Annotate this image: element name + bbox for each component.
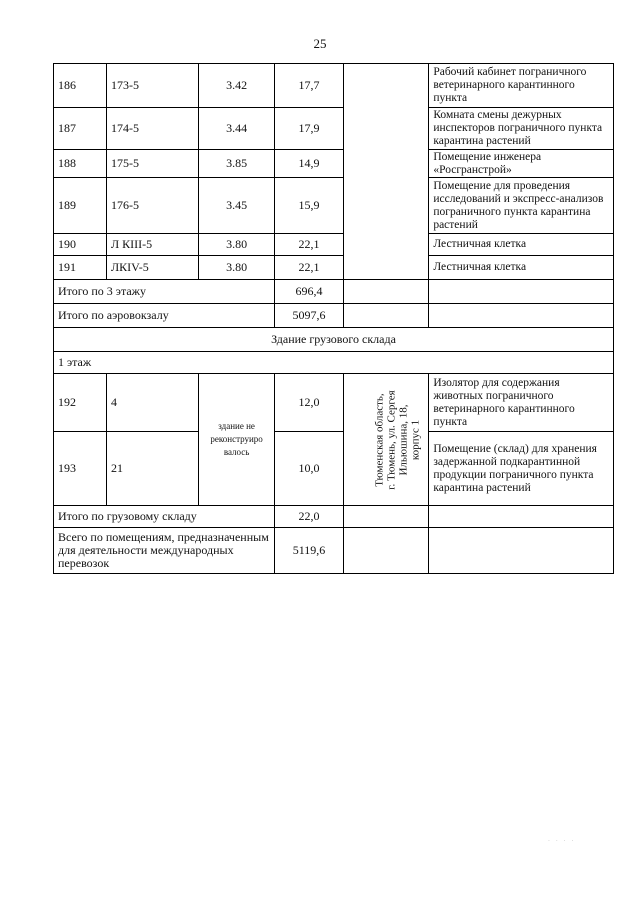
grand-total-value: 5119,6 [275, 528, 343, 574]
room-area: 15,9 [275, 178, 343, 234]
total-value: 5097,6 [275, 304, 343, 328]
room-area: 17,9 [275, 108, 343, 150]
table-row [54, 234, 614, 256]
total-value: 22,0 [275, 506, 343, 528]
room-purpose: Комната смены дежурных инспекторов пограничного пункта карантина растений [429, 108, 614, 150]
total-value: 696,4 [275, 280, 343, 304]
room-number: 193 [54, 432, 107, 506]
room-number: 192 [54, 374, 107, 432]
room-purpose: Помещение (склад) для хранения задержанной подкарантинной продукции пограничного пункта карантина растений [429, 432, 614, 506]
room-number: 189 [54, 178, 107, 234]
total-label: Итого по 3 этажу [54, 280, 275, 304]
room-code: ЛКIV-5 [107, 256, 199, 280]
room-area: 10,0 [275, 432, 343, 506]
scan-artifact: · · · · [548, 838, 576, 845]
room-area: 22,1 [275, 234, 343, 256]
empty-cell [429, 280, 614, 304]
address-cell-empty [343, 64, 429, 280]
room-code: 176-5 [107, 178, 199, 234]
table-row [54, 178, 614, 234]
room-number: 187 [54, 108, 107, 150]
empty-cell [343, 506, 429, 528]
room-code: Л КIII-5 [107, 234, 199, 256]
room-height: 3.44 [198, 108, 275, 150]
room-number: 191 [54, 256, 107, 280]
empty-cell [343, 528, 429, 574]
address-text: Тюменская область, г. Тюмень, ул. Сергея Ильюшина, 18, корпус 1 [373, 389, 422, 490]
room-number: 188 [54, 150, 107, 178]
room-purpose: Рабочий кабинет пограничного ветеринарного карантинного пункта [429, 64, 614, 108]
page-number: 25 [313, 36, 327, 51]
table-row [54, 432, 614, 506]
room-height: 3.85 [198, 150, 275, 178]
room-purpose: Помещение инженера «Росгранстрой» [429, 150, 614, 178]
empty-cell [429, 506, 614, 528]
room-purpose: Изолятор для содержания животных пограничного ветеринарного карантинного пункта [429, 374, 614, 432]
room-purpose: Лестничная клетка [429, 234, 614, 256]
total-row-floor3 [54, 280, 614, 304]
floor-label: 1 этаж [54, 352, 614, 374]
table-row [54, 150, 614, 178]
floor-label-row [54, 352, 614, 374]
total-label: Итого по аэровокзалу [54, 304, 275, 328]
room-purpose: Лестничная клетка [429, 256, 614, 280]
address-cell [343, 374, 429, 506]
room-height: 3.80 [198, 256, 275, 280]
total-row-terminal [54, 304, 614, 328]
empty-cell [343, 280, 429, 304]
table-row [54, 256, 614, 280]
grand-total-label: Всего по помещениям, предназначенным для деятельности международных перевозок [54, 528, 275, 574]
room-height: 3.42 [198, 64, 275, 108]
room-area: 14,9 [275, 150, 343, 178]
total-row-warehouse [54, 506, 614, 528]
premises-table [53, 63, 614, 574]
room-code: 4 [107, 374, 199, 432]
empty-cell [343, 304, 429, 328]
section-title: Здание грузового склада [54, 328, 614, 352]
room-area: 17,7 [275, 64, 343, 108]
section-title-row [54, 328, 614, 352]
room-area: 12,0 [275, 374, 343, 432]
room-height: 3.80 [198, 234, 275, 256]
room-code: 174-5 [107, 108, 199, 150]
room-code: 175-5 [107, 150, 199, 178]
table-row [54, 64, 614, 108]
room-purpose: Помещение для проведения исследований и экспресс-анализов пограничного пункта карантина растений [429, 178, 614, 234]
room-number: 190 [54, 234, 107, 256]
empty-cell [429, 528, 614, 574]
empty-cell [429, 304, 614, 328]
total-label: Итого по грузовому складу [54, 506, 275, 528]
room-code: 173-5 [107, 64, 199, 108]
grand-total-row [54, 528, 614, 574]
reconstruction-note: здание не реконструиро валось [198, 374, 275, 506]
room-area: 22,1 [275, 256, 343, 280]
room-number: 186 [54, 64, 107, 108]
table-row [54, 374, 614, 432]
room-code: 21 [107, 432, 199, 506]
table-row [54, 108, 614, 150]
room-height: 3.45 [198, 178, 275, 234]
